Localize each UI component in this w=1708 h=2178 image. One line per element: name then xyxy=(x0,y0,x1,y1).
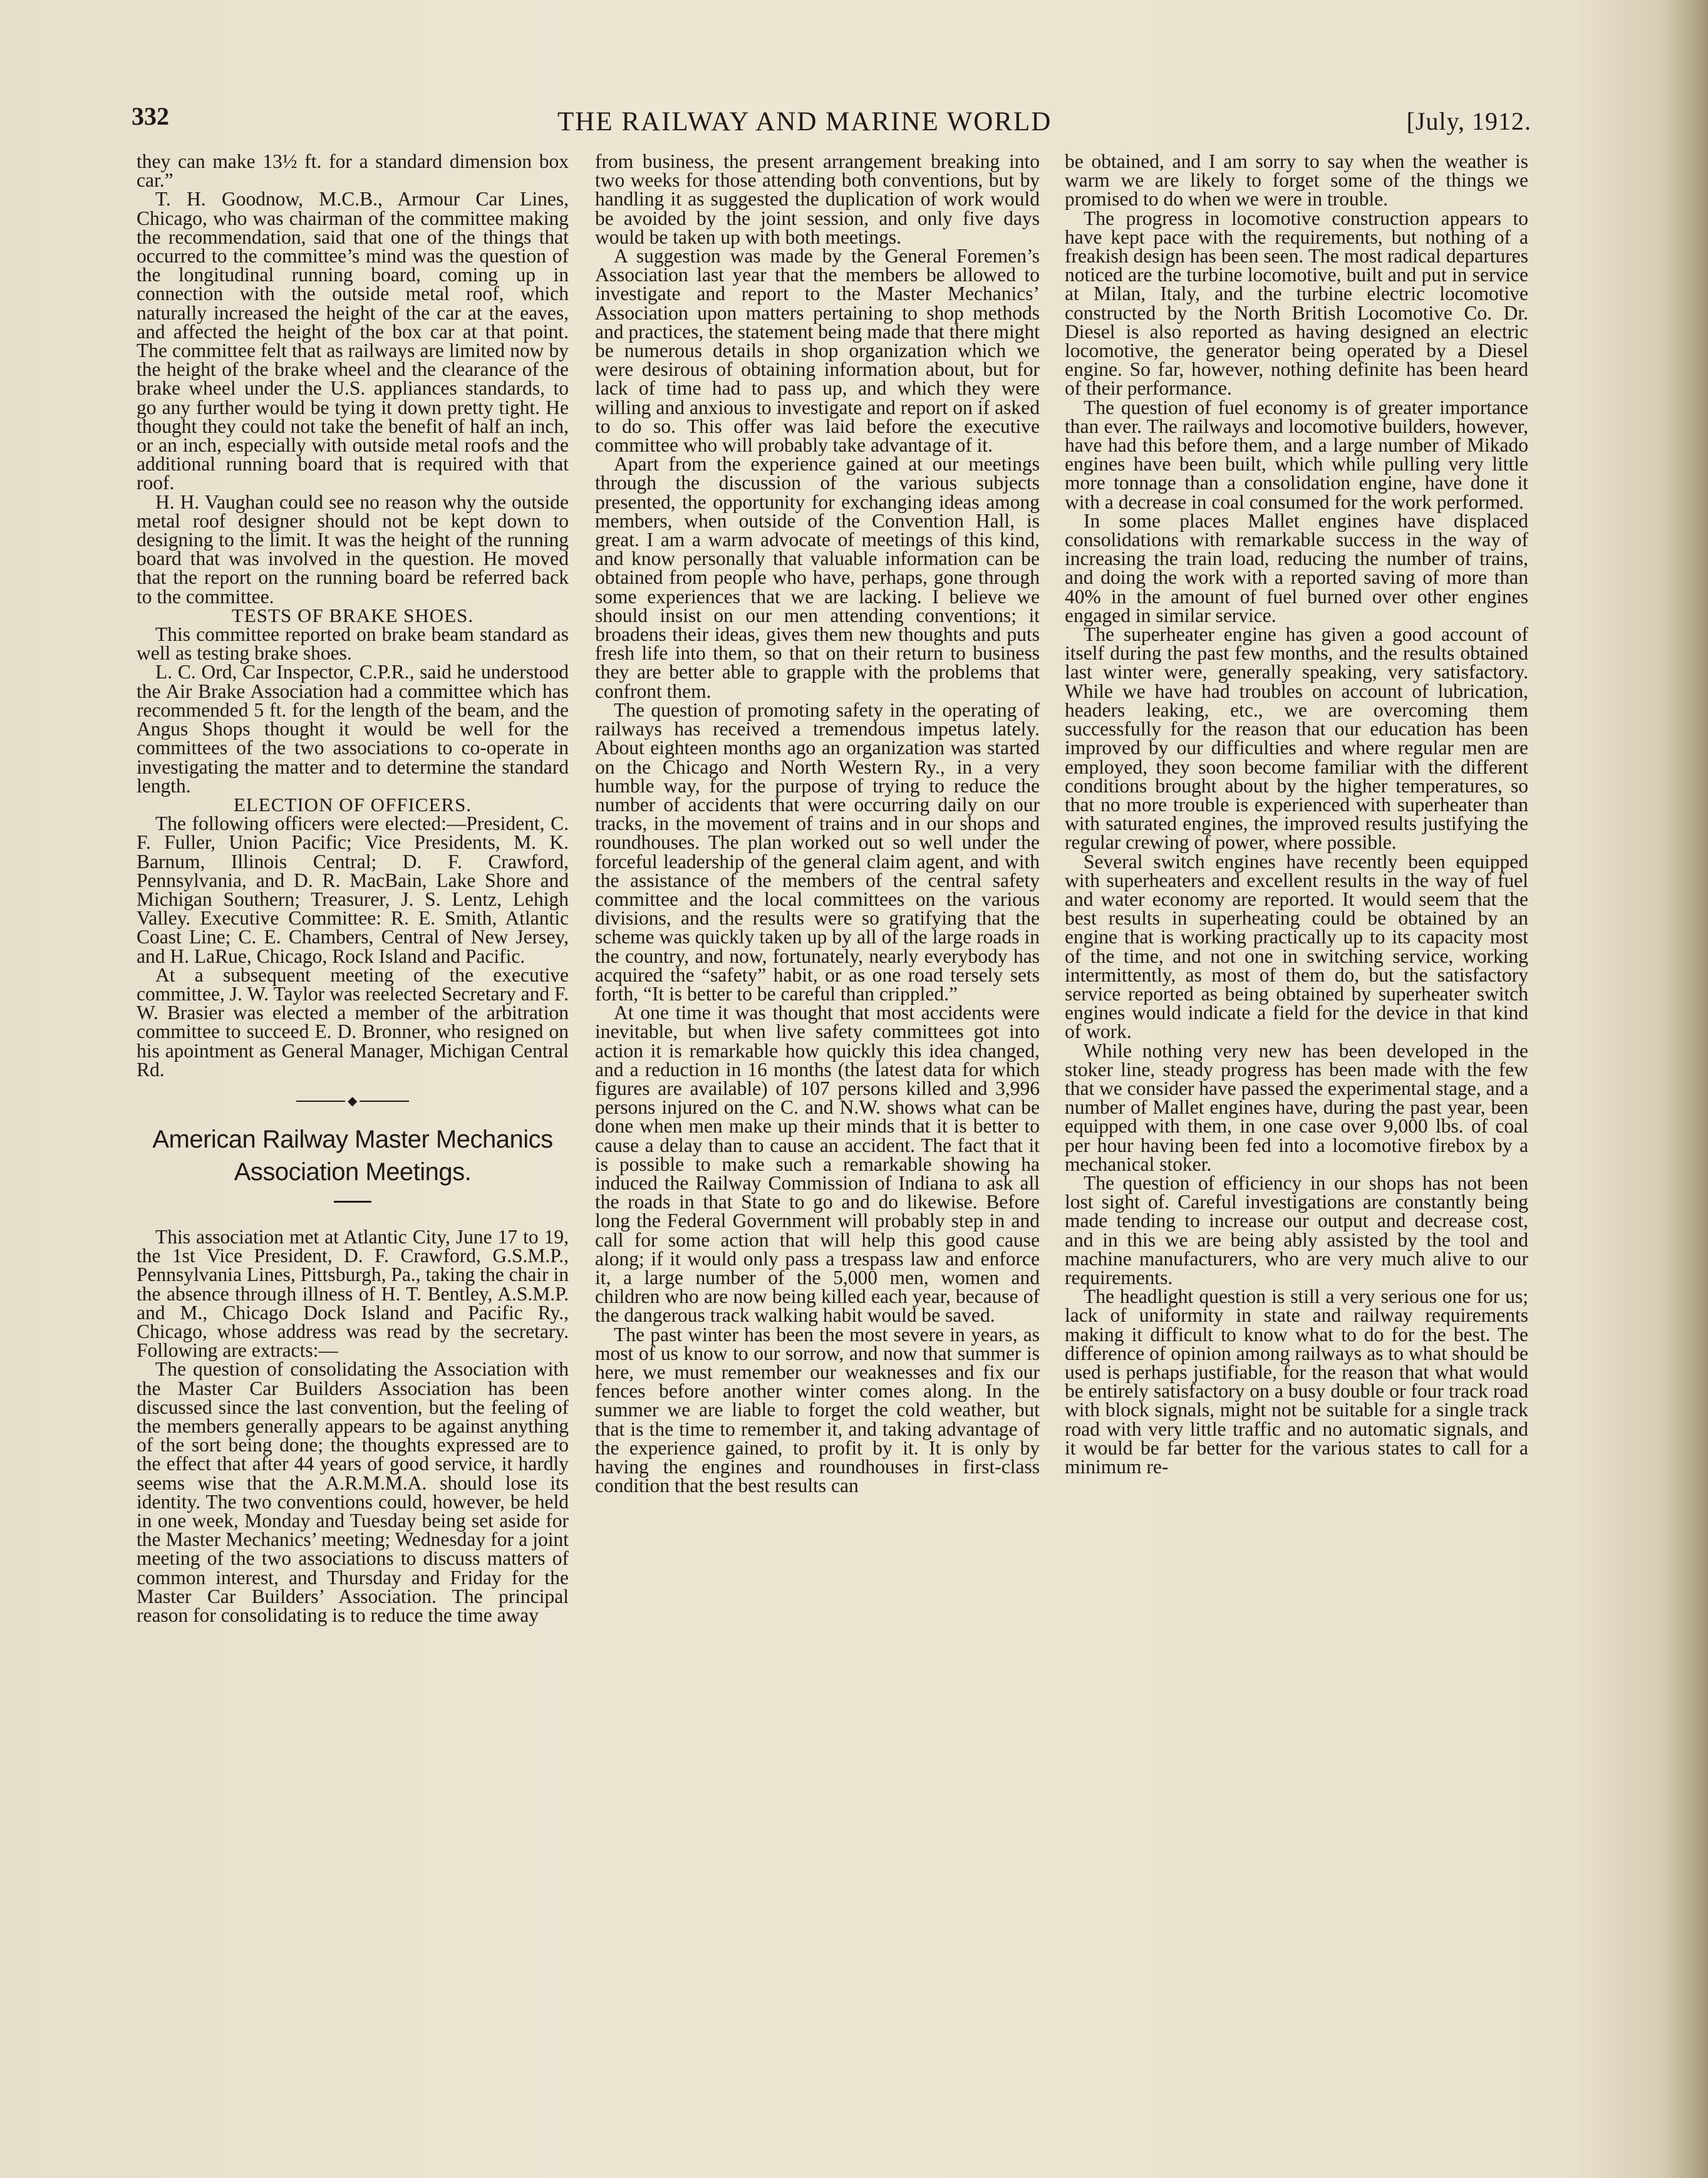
running-header xyxy=(132,101,1531,145)
paragraph: The question of fuel economy is of greater importance than ever. The railways and locomotive builders, however, have had this before them, and a large number of Mikado engines have been built, which while pulling very little more tonnage than a consolidation engine, have done it with a decrease in coal consumed for the work performed. xyxy=(1065,396,1528,513)
page-edge xyxy=(1664,0,1708,2178)
paragraph: from business, the present arrangement breaking into two weeks for those attending both conventions, but by handling it as suggested the duplication of work would be avoided by the joint session, and only five days would be taken up with both meetings. xyxy=(595,152,1040,248)
paragraph: At a subsequent meeting of the executive committee, J. W. Taylor was reelected Secretary and F. W. Brasier was elected a member of the arbitration committee to succeed E. D. Bronner, who resigned on his apointment as General Manager, Michigan Central Rd. xyxy=(137,963,569,1081)
column-2 xyxy=(595,152,1040,2056)
issue-date: [July, 1912. xyxy=(1406,107,1531,135)
paragraph: The superheater engine has given a good account of itself during the past few months, and the results obtained last winter were, generally speaking, very satisfactory. While we have had troubles on account of lubrication, headers leaking, etc., we are overcoming them successfully for the reason that our education has been improved by our difficulties and where regular men are employed, they soon become familiar with the different conditions brought about by the higher temperatures, so that no more trouble is experienced with superheater than with saturated engines, the improved results justifying the regular crewing of power, where possible. xyxy=(1065,623,1528,854)
paragraph: they can make 13½ ft. for a standard dimension box car.” xyxy=(137,152,569,192)
paragraph: Apart from the experience gained at our meetings through the discussion of the various subjects presented, the opportunity for exchanging ideas among members, when outside of the Convention Hall, is great. I am a warm advocate of meetings of this kind, and know personally that valuable information can be obtained from people who have, perhaps, gone through some experiences that we are lacking. I believe we should insist on our men attending conventions; it broadens their ideas, gives them new thoughts and puts fresh life into them, so that on their return to business they are better able to grapple with the problems that confront them. xyxy=(595,453,1040,702)
paragraph: Several switch engines have recently been equipped with superheaters and excellent results in the way of fuel and water economy are reported. It would seem that the best results in superheating could be obtained by an engine that is working practically up to its capacity most of the time, and not one in switching service, working intermittently, as most of them do, but the satisfactory service reported as being obtained by superheater switch engines would indicate a field for the device in that kind of work. xyxy=(1065,850,1528,1043)
paragraph: At one time it was thought that most accidents were inevitable, but when live safety committees got into action it is remarkable how quickly this idea changed, and a reduction in 16 months (the latest data for which figures are available) of 107 persons killed and 3,996 persons injured on the C. and N.W. shows what can be done when men make up their minds that it is better to cause a delay than to cause an accident. The fact that it is possible to make such a remarkable showing ha induced the Railway Commission of Indiana to ask all the roads in that State to go and do likewise. Before long the Federal Government will probably step in and call for some action that will help this good cause along; if it would only pass a trespass law and enforce it, a large number of the 5,000 men, women and children who are now being killed each year, because of the dangerous track walking habit would be saved. xyxy=(595,1002,1040,1327)
paragraph: While nothing very new has been developed in the stoker line, steady progress has been made with the few that we consider have passed the experimental stage, and a number of Mallet engines have, during the past year, been equipped with them, in one case over 9,000 lbs. of coal per hour having been fed into a locomotive firebox by a mechanical stoker. xyxy=(1065,1039,1528,1175)
paragraph: In some places Mallet engines have displaced consolidations with remarkable success in the way of increasing the train load, reducing the number of trains, and doing the work with a reported saving of more than 40% in the amount of fuel burned over other engines engaged in similar service. xyxy=(1065,509,1528,626)
title-rule xyxy=(334,1201,371,1203)
page-number: 332 xyxy=(132,102,169,130)
column-3 xyxy=(1065,152,1528,2056)
column-1 xyxy=(137,152,569,2056)
paragraph: This committee reported on brake beam standard as well as testing brake shoes. xyxy=(137,623,569,665)
paragraph: The progress in locomotive construction appears to have kept pace with the requirements, but nothing of a freakish design has been seen. The most radical departures noticed are the turbine locomotive, built and put in service at Milan, Italy, and the turbine electric locomotive constructed by the North British Locomotive Co. Dr. Diesel is also reported as having designed an electric locomotive, the generator being operated by a Diesel engine. So far, however, nothing definite has been heard of their performance. xyxy=(1065,207,1528,400)
paragraph: be obtained, and I am sorry to say when the weather is warm we are likely to forget some of the things we promised to do when we were in trouble. xyxy=(1065,152,1528,210)
ornamental-rule xyxy=(296,1098,409,1104)
paragraph: The following officers were elected:—President, C. F. Fuller, Union Pacific; Vice Presidents, M. K. Barnum, Illinois Central; D. F. Crawford, Pennsylvania, and D. R. MacBain, Lake Shore and Michigan Southern; Treasurer, J. S. Lentz, Lehigh Valley. Executive Committee: R. E. Smith, Atlantic Coast Line; C. E. Chambers, Central of New Jersey, and H. LaRue, Chicago, Rock Island and Pacific. xyxy=(137,812,569,967)
paragraph: L. C. Ord, Car Inspector, C.P.R., said he understood the Air Brake Association had a committee which has recommended 5 ft. for the length of the beam, and the Angus Shops thought it would be well for the committees of the two associations to co-operate in investigating the matter and to determine the standard length. xyxy=(137,661,569,797)
section-heading: TESTS OF BRAKE SHOES. xyxy=(231,604,474,626)
paragraph: The question of efficiency in our shops has not been lost sight of. Careful investigations are constantly being made tending to increase our output and decrease cost, and in this we are being ably assisted by the tool and machine manufacturers, who are very much alive to our requirements. xyxy=(1065,1171,1528,1289)
paragraph: The past winter has been the most severe in years, as most of us know to our sorrow, and now that summer is here, we must remember our weaknesses and fix our fences before another winter comes along. In the summer we are liable to forget the cold weather, but that is the time to remember it, and taking advantage of the experience gained, to profit by it. It is only by having the engines and roundhouses in first-class condition that the best results can xyxy=(595,1323,1040,1497)
paragraph: The headlight question is still a very serious one for us; lack of uniformity in state and railway requirements making it difficult to know what to do for the best. The difference of opinion among railways as to what should be used is perhaps justifiable, for the reason that what would be entirely satisfactory on a busy double or four track road with block signals, might not be suitable for a single track road with very little traffic and no automatic signals, and it would be far better for the various states to call for a minimum re- xyxy=(1065,1285,1528,1478)
paragraph: The question of promoting safety in the operating of railways has received a tremendous impetus lately. About eighteen months ago an organization was started on the Chicago and North Western Ry., in a very humble way, for the purpose of trying to reduce the number of accidents that were occurring daily on our tracks, in the movement of trains and in our shops and roundhouses. The plan worked out so well under the forceful leadership of the general claim agent, and with the assistance of the members of the central safety committee and the local committees on the various divisions, and the results were so gratifying that the scheme was quickly taken up by all of the large roads in the country, and now, fortunately, nearly everybody has acquired the “safety” habit, or as one road tersely sets forth, “It is better to be careful than crippled.” xyxy=(595,698,1040,1005)
paragraph: H. H. Vaughan could see no reason why the outside metal roof designer should not be kept down to designing to the limit. It was the height of the running board that was involved in the question. He moved that the report on the running board be referred back to the committee. xyxy=(137,490,569,608)
paragraph: This association met at Atlantic City, June 17 to 19, the 1st Vice President, D. F. Crawford, G.S.M.P., Pennsylvania Lines, Pittsburgh, Pa., taking the chair in the absence through illness of H. T. Bentley, A.S.M.P. and M., Chicago Dock Island and Pacific Ry., Chicago, whose address was read by the secretary. Following are extracts:— xyxy=(137,1225,569,1362)
paragraph: A suggestion was made by the General Foremen’s Association last year that the members be allowed to investigate and report to the Master Mechanics’ Association upon matters pertaining to shop methods and practices, the statement being made that there might be numerous details in shop organization which we were desirous of obtaining information about, but for lack of time had to pass up, and which they were willing and anxious to investigate and report on if asked to do so. This offer was laid before the executive committee who will probably take advantage of it. xyxy=(595,245,1040,457)
running-title: THE RAILWAY AND MARINE WORLD xyxy=(557,107,1052,137)
article-title: American Railway Master Mechanics Association Meetings. xyxy=(152,1125,553,1186)
paragraph: T. H. Goodnow, M.C.B., Armour Car Lines, Chicago, who was chairman of the committee making the recommendation, said that one of the things that occurred to the committee’s mind was the question of the longitudinal running board, coming up in connection with the outside metal roof, which naturally increased the height of the car at the eaves, and affected the height of the box car at that point. The committee felt that as railways are limited now by the height of the brake wheel and the clearance of the brake wheel under the U.S. appliances standards, to go any further would be tying it down pretty tight. He thought they could not take the benefit of half an inch, or an inch, especially with outside metal roofs and the additional running board that is required with that roof. xyxy=(137,188,569,494)
section-heading: ELECTION OF OFFICERS. xyxy=(233,793,472,816)
paragraph: The question of consolidating the Association with the Master Car Builders Association has been discussed since the last convention, but the feeling of the members generally appears to be against anything of the sort being done; the thoughts expressed are to the effect that after 44 years of good service, it hardly seems wise that the A.R.M.M.A. should lose its identity. The two conventions could, however, be held in one week, Monday and Tuesday being set aside for the Master Mechanics’ meeting; Wednesday for a joint meeting of the two associations to discuss matters of common interest, and Thursday and Friday for the Master Car Builders’ Association. The principal reason for consolidating is to reduce the time away xyxy=(137,1358,569,1627)
